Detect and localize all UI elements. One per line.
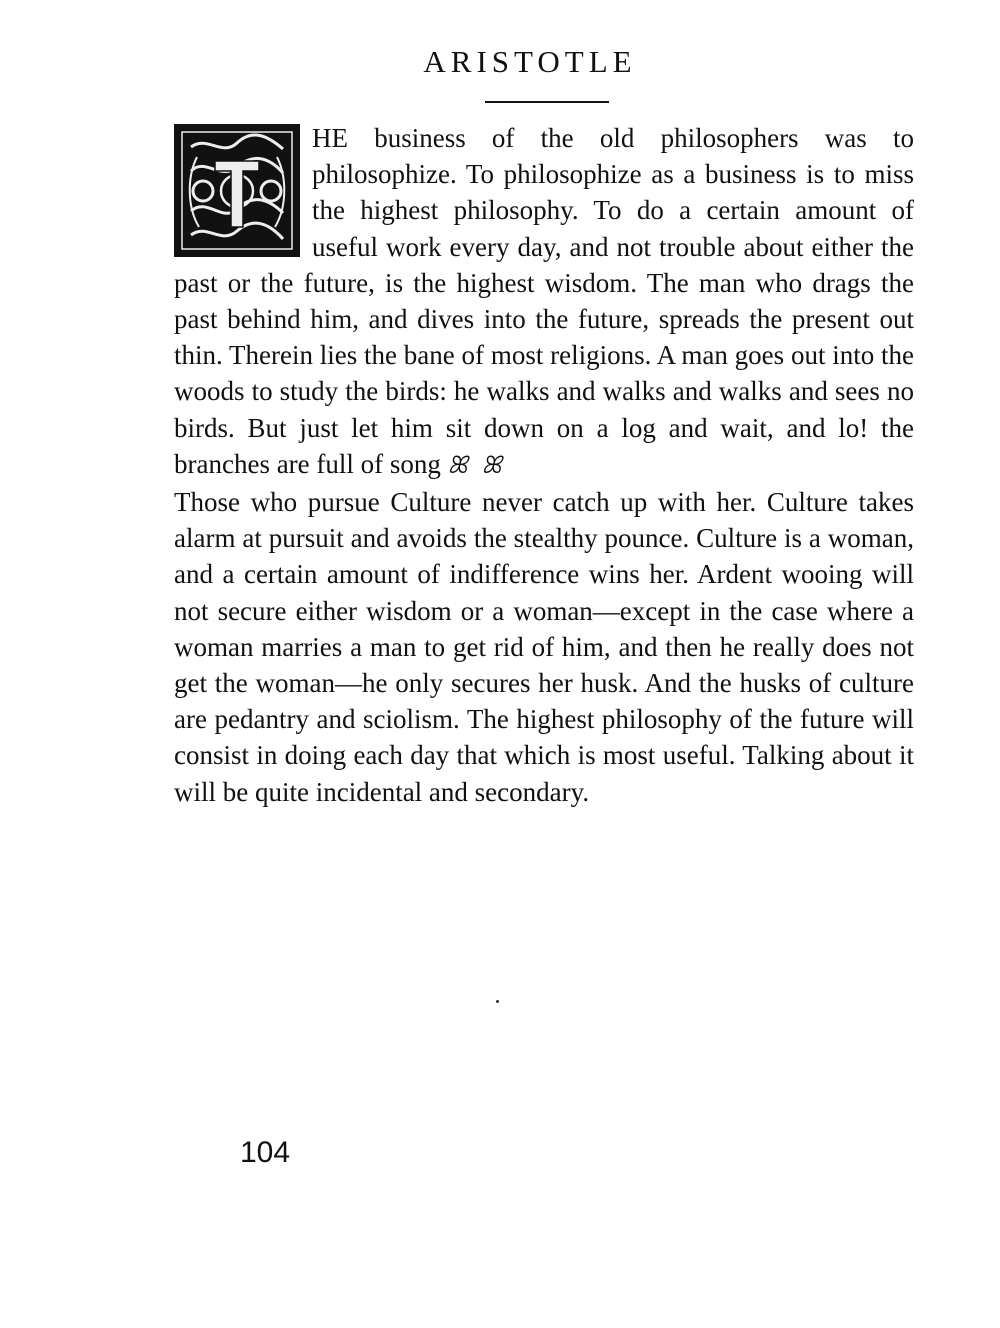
paragraph-1-text: HE business of the old philosophers was to philosophize. To philosophize as a business is to miss the highest philosophy. To do a certain amount of useful work every day, and not trouble about either the past or the future, is the highest wisdom. The man who drags the past behind him, and dives into the future, spreads the present out thin. Therein lies the bane of most religions. A man goes out into the woods to study the birds: he walks and walks and walks and sees no birds. But just let him sit down on a log and wait, and lo! the branches are full of song: [174, 123, 914, 479]
head-rule-divider: [485, 101, 609, 103]
ink-speck: [496, 1000, 499, 1003]
paragraph-1: [174, 120, 914, 484]
paragraph-2: Those who pursue Culture never catch up with her. Culture takes alarm at pursuit and avoids the stealthy pounce. Culture is a woman, and a certain amount of indifference wins her. Ardent wooing will not secure either wisdom or a woman—except in the case where a woman marries a man to get rid of him, and then he really does not get the woman—he only secures her husk. And the husks of culture are pedantry and sciolism. The highest philosophy of the future will consist in doing each day that which is most useful. Talking about it will be quite incidental and secondary.: [174, 487, 914, 807]
ornamental-drop-cap-icon: [174, 124, 300, 257]
page-number: 104: [240, 1136, 291, 1169]
body-text: [174, 120, 914, 810]
running-head: ARISTOTLE: [423, 44, 637, 79]
fleuron-ornament: ꕤ ꕤ: [447, 452, 506, 479]
